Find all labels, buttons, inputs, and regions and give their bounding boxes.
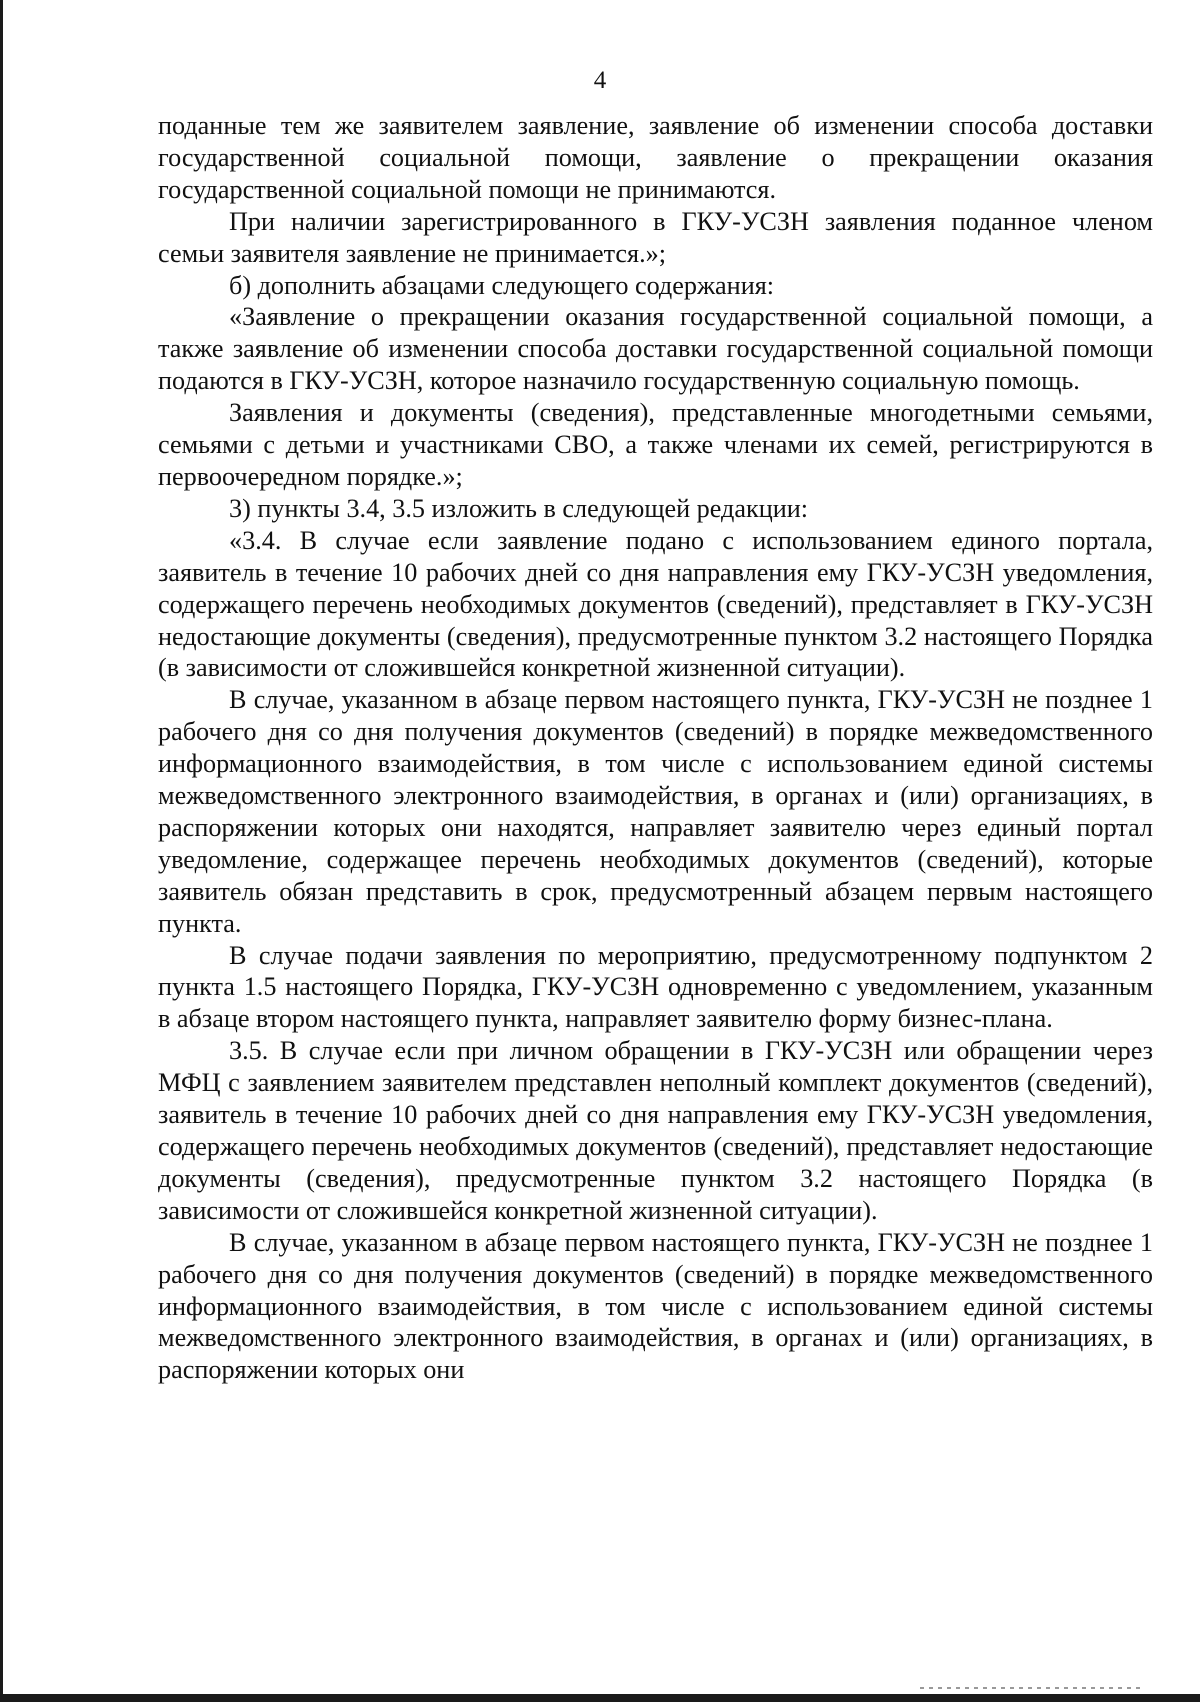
paragraph: «Заявление о прекращении оказания государственной социальной помощи, а также заявление об изменении способа доставки государственной социальной помощи подаются в ГКУ-УСЗН, которое назначило государственную социальную помощь.: [158, 302, 1153, 396]
paragraph: поданные тем же заявителем заявление, заявление об изменении способа доставки государственной социальной помощи, заявление о прекращении оказания государственной социальной помощи не принимаются.: [158, 111, 1153, 204]
paragraph: 3.5. В случае если при личном обращении в ГКУ-УСЗН или обращении через МФЦ с заявлением заявителем представлен неполный комплект документов (сведений), заявитель в течение 10 рабочих дней со дня направления ему ГКУ-УСЗН уведомления, содержащего перечень необходимых документов (сведений), представляет недостающие документы (сведения), предусмотренные пунктом 3.2 настоящего Порядка (в зависимости от сложившейся конкретной жизненной ситуации).: [158, 1036, 1153, 1225]
paragraph: 3) пункты 3.4, 3.5 изложить в следующей редакции:: [229, 493, 809, 523]
paragraph: При наличии зарегистрированного в ГКУ-УСЗН заявления поданное членом семьи заявителя заявление не принимается.»;: [158, 206, 1153, 268]
paragraph: Заявления и документы (сведения), представленные многодетными семьями, семьями с детьми и участниками СВО, а также членами их семей, регистрируются в первоочередном порядке.»;: [158, 398, 1153, 491]
page-number: 4: [593, 67, 607, 94]
paragraph: б) дополнить абзацами следующего содержания:: [229, 270, 775, 300]
paragraph: В случае подачи заявления по мероприятию, предусмотренному подпунктом 2 пункта 1.5 настоящего Порядка, ГКУ-УСЗН одновременно с уведомлением, указанным в абзаце втором настоящего пункта, направляет заявителю форму бизнес-плана.: [158, 940, 1153, 1034]
paragraph: В случае, указанном в абзаце первом настоящего пункта, ГКУ-УСЗН не позднее 1 рабочего дня со дня получения документов (сведений) в порядке межведомственного информационного взаимодействия, в том числе с использованием единой системы межведомственного электронного взаимодействия, в органах и (или) организациях, в распоряжении которых они: [158, 1227, 1153, 1385]
scan-left-border: [0, 0, 3, 1702]
paragraph: В случае, указанном в абзаце первом настоящего пункта, ГКУ-УСЗН не позднее 1 рабочего дня со дня получения документов (сведений) в порядке межведомственного информационного взаимодействия, в том числе с использованием единой системы межведомственного электронного взаимодействия, в органах и (или) организациях, в распоряжении которых они находятся, направляет заявителю через единый портал уведомление, содержащее перечень необходимых документов (сведений), которые заявитель обязан представить в срок, предусмотренный абзацем первым настоящего пункта.: [158, 685, 1153, 938]
paragraph: «3.4. В случае если заявление подано с использованием единого портала, заявитель в течение 10 рабочих дней со дня направления ему ГКУ-УСЗН уведомления, содержащего перечень необходимых документов (сведений), представляет в ГКУ-УСЗН недостающие документы (сведения), предусмотренные пунктом 3.2 настоящего Порядка (в зависимости от сложившейся конкретной жизненной ситуации).: [158, 525, 1153, 683]
scan-bottom-artifact: [920, 1687, 1140, 1689]
scan-bottom-border: [0, 1694, 1200, 1702]
document-body: [158, 110, 1153, 1386]
